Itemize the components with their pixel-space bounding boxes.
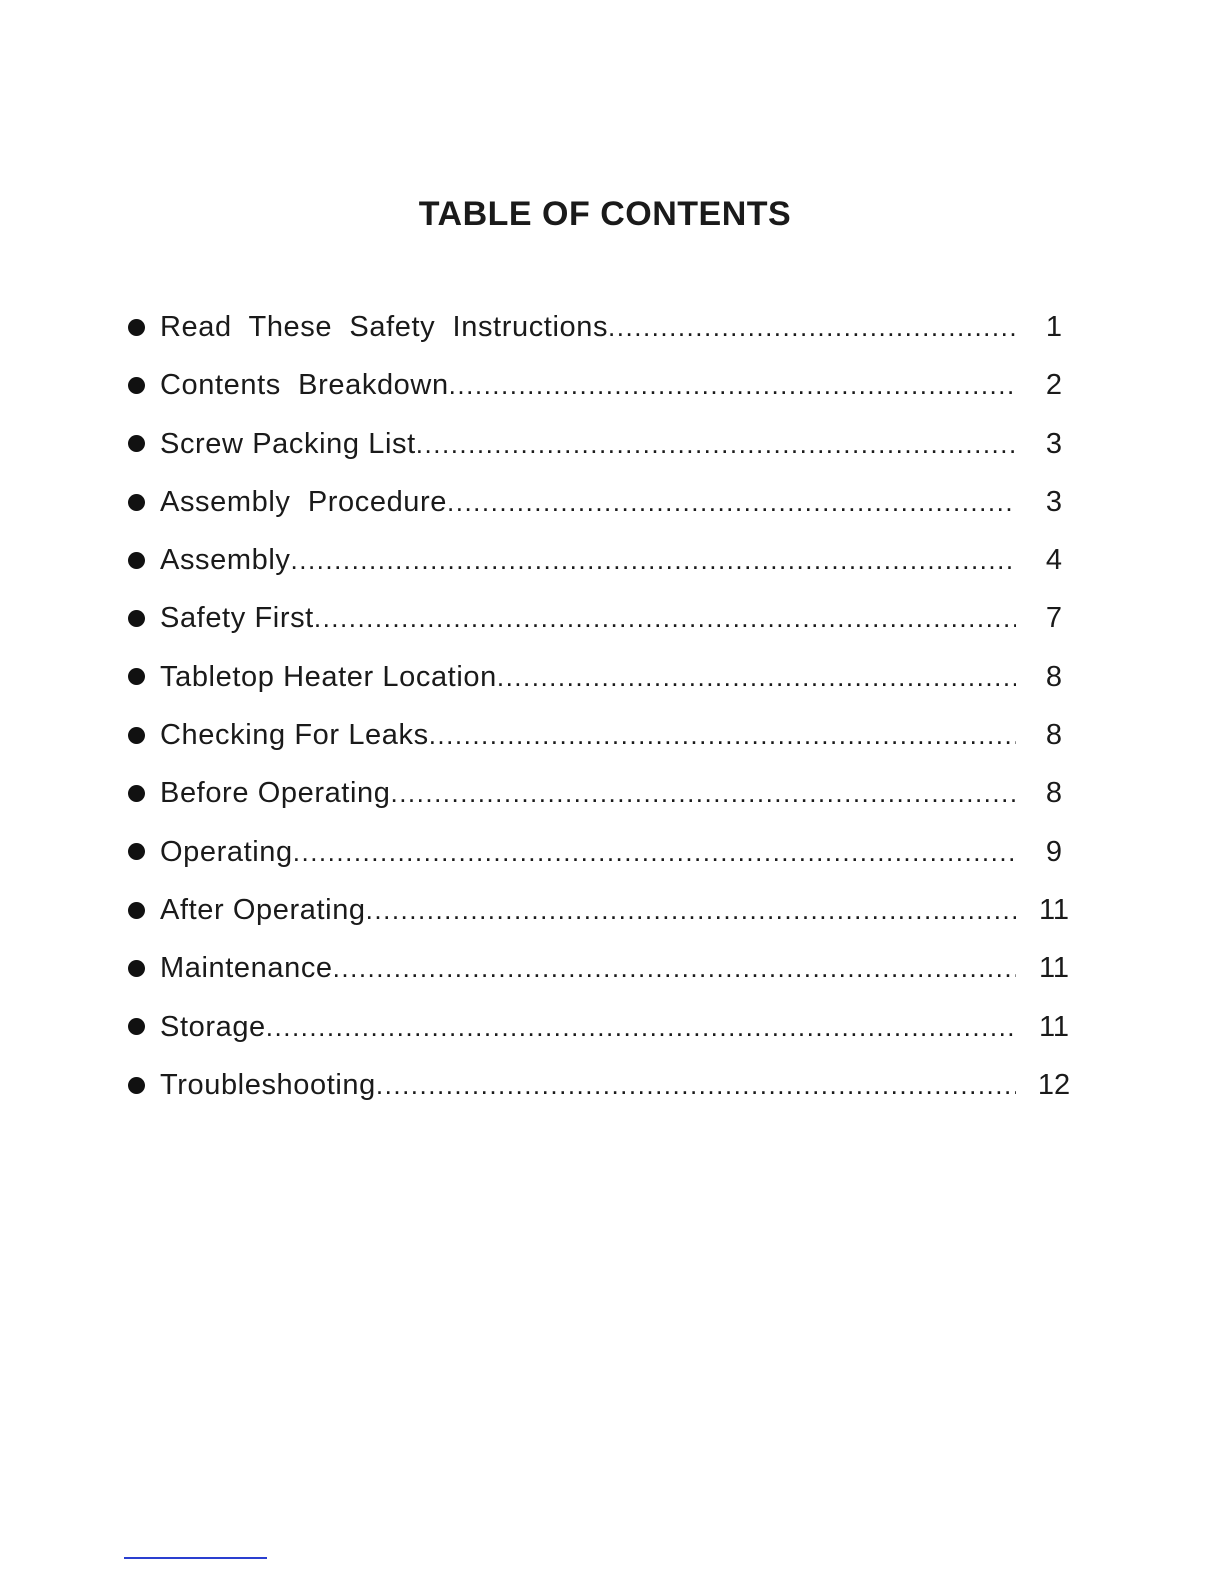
bullet-icon: [128, 1077, 145, 1094]
toc-entry-page: 11: [1038, 893, 1070, 926]
toc-entry[interactable]: [124, 359, 1084, 417]
bullet-icon: [128, 377, 145, 394]
toc-entry-label: Screw Packing List: [160, 427, 416, 460]
bullet-icon: [128, 610, 145, 627]
toc-entry[interactable]: [124, 476, 1084, 534]
bullet-icon: [128, 902, 145, 919]
bullet-icon: [128, 1018, 145, 1035]
toc-entry-page: 11: [1038, 952, 1070, 985]
dot-leader: [390, 767, 1016, 819]
toc-entry-page: 8: [1045, 777, 1063, 810]
dot-leader: [376, 1059, 1016, 1111]
toc-entry[interactable]: [124, 767, 1084, 825]
toc-list: [124, 301, 1084, 1117]
toc-entry-label: Tabletop Heater Location: [160, 660, 497, 693]
toc-entry-page: 3: [1045, 485, 1063, 518]
toc-entry-page: 1: [1045, 311, 1063, 343]
toc-entry-page: 7: [1045, 602, 1063, 635]
dot-leader: [333, 942, 1016, 994]
dot-leader: [314, 592, 1016, 644]
dot-leader: [429, 709, 1016, 761]
bullet-icon: [128, 552, 145, 569]
toc-entry[interactable]: [124, 826, 1084, 884]
page-title: TABLE OF CONTENTS: [418, 195, 792, 233]
toc-entry-label: Checking For Leaks: [160, 719, 429, 752]
toc-entry[interactable]: [124, 418, 1084, 476]
footer-rule: [124, 1557, 267, 1559]
toc-entry[interactable]: [124, 709, 1084, 767]
dot-leader: [291, 534, 1017, 586]
toc-entry-label: Contents Breakdown: [160, 369, 449, 402]
toc-entry-label: After Operating: [160, 893, 366, 926]
bullet-icon: [128, 494, 145, 511]
toc-entry[interactable]: [124, 592, 1084, 650]
bullet-icon: [128, 319, 145, 336]
dot-leader: [447, 476, 1016, 528]
toc-entry[interactable]: [124, 301, 1084, 359]
bullet-icon: [128, 785, 145, 802]
toc-entry[interactable]: [124, 651, 1084, 709]
bullet-icon: [128, 727, 145, 744]
dot-leader: [266, 1001, 1016, 1053]
toc-entry-page: 8: [1045, 719, 1063, 752]
bullet-icon: [128, 843, 145, 860]
toc-entry-label: Operating: [160, 835, 293, 868]
toc-entry-label: Troubleshooting: [160, 1068, 376, 1101]
toc-entry[interactable]: [124, 884, 1084, 942]
dot-leader: [416, 418, 1016, 470]
toc-entry-label: Safety First: [160, 602, 314, 635]
toc-entry-label: Assembly: [160, 544, 291, 577]
toc-entry-label: Storage: [160, 1010, 266, 1043]
toc-entry[interactable]: [124, 1059, 1084, 1117]
bullet-icon: [128, 668, 145, 685]
dot-leader: [608, 301, 1016, 353]
dot-leader: [366, 884, 1016, 936]
toc-entry-label: Read These Safety Instructions: [160, 311, 609, 343]
toc-entry-page: 9: [1045, 835, 1063, 868]
dot-leader: [449, 359, 1016, 411]
toc-entry[interactable]: [124, 942, 1084, 1000]
bullet-icon: [128, 960, 145, 977]
toc-entry[interactable]: [124, 1001, 1084, 1059]
toc-entry-page: 8: [1045, 660, 1063, 693]
toc-entry-label: Assembly Procedure: [160, 485, 448, 518]
toc-entry-page: 3: [1045, 427, 1063, 460]
bullet-icon: [128, 435, 145, 452]
toc-entry-page: 11: [1038, 1010, 1070, 1043]
toc-entry-page: 12: [1037, 1068, 1071, 1101]
dot-leader: [293, 826, 1016, 878]
toc-entry-label: Before Operating: [160, 777, 391, 810]
toc-entry[interactable]: [124, 534, 1084, 592]
toc-entry-page: 4: [1045, 544, 1063, 577]
toc-entry-page: 2: [1045, 369, 1063, 402]
dot-leader: [497, 651, 1016, 703]
toc-entry-label: Maintenance: [160, 952, 333, 985]
